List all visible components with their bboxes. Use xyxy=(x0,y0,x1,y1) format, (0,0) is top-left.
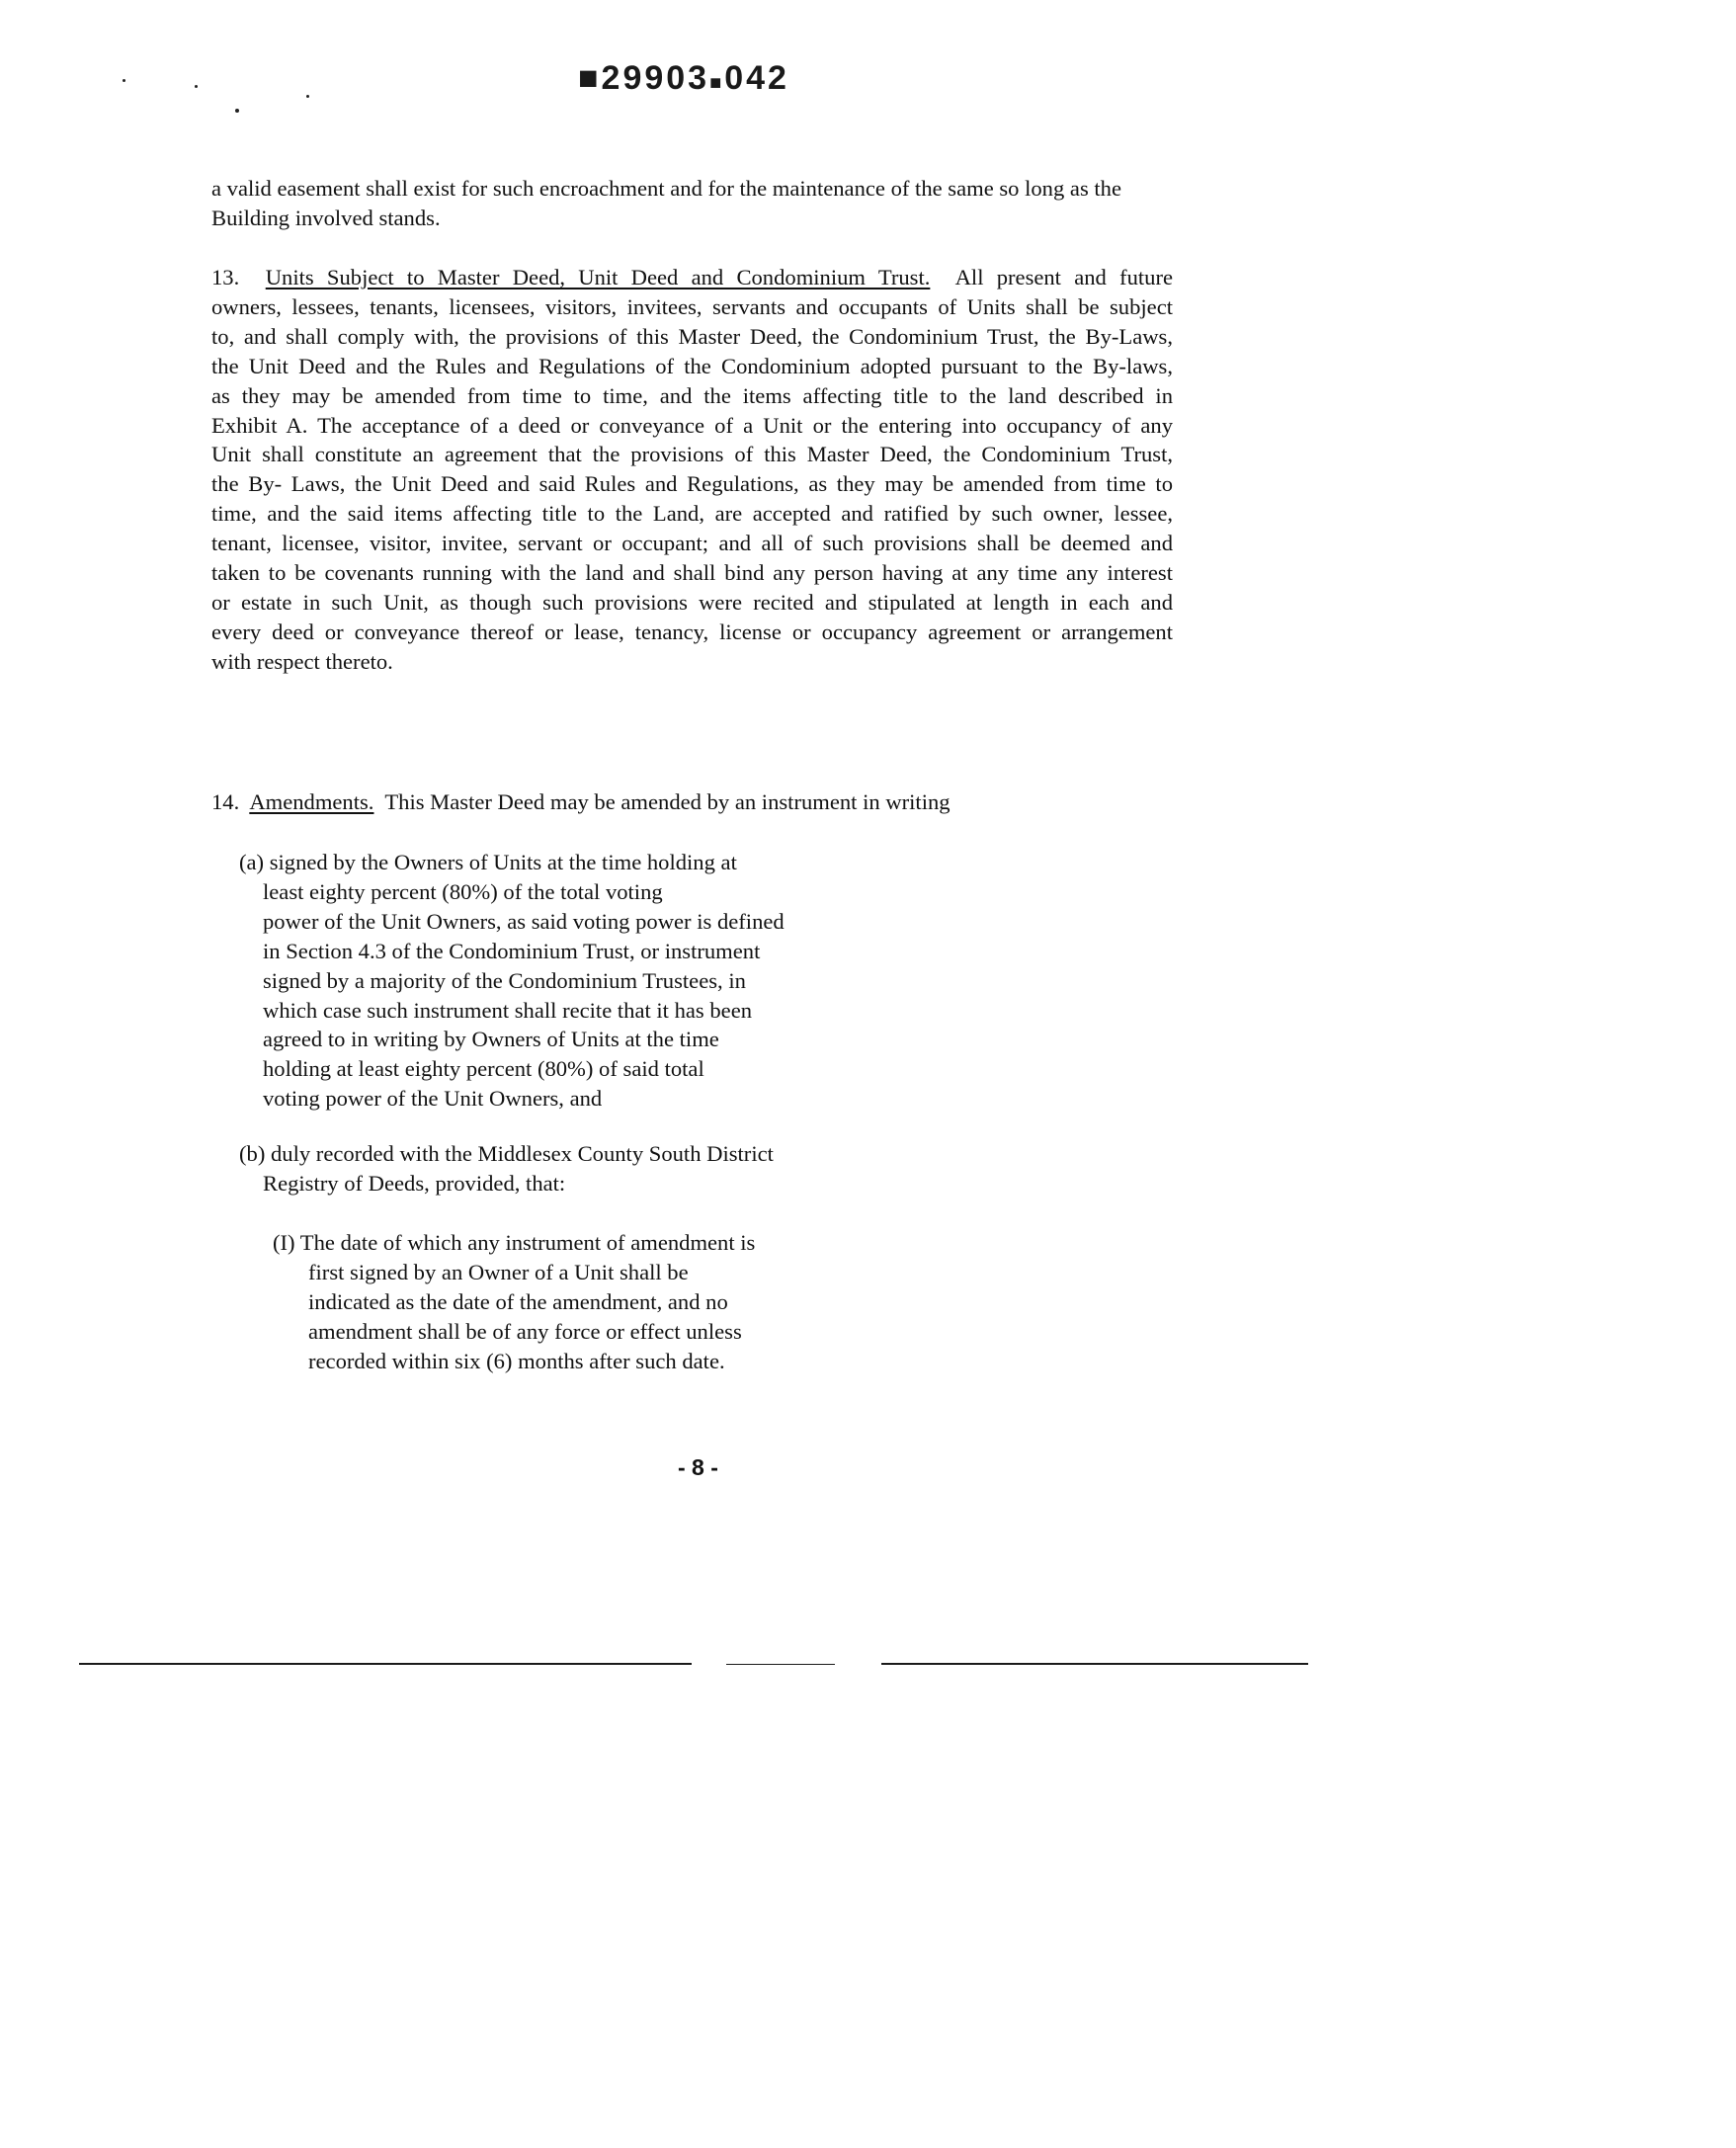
stamp-suffix: 042 xyxy=(724,59,789,97)
section-13-line: Exhibit A. The acceptance of a deed or conveyance of a Unit or the entering into occupancy of any xyxy=(211,412,1173,438)
bottom-rule-left xyxy=(79,1663,692,1665)
clause-a-line: holding at least eighty percent (80%) of said total xyxy=(263,1056,704,1082)
section-13-line: time, and the said items affecting title to the Land, are accepted and ratified by such owner, lessee, xyxy=(211,501,1173,527)
clause-i-line: (I) The date of which any instrument of amendment is xyxy=(273,1230,756,1255)
section-13-line: the By- Laws, the Unit Deed and said Rules and Regulations, as they may be amended from time to xyxy=(211,471,1173,497)
clause-a-line: signed by a majority of the Condominium Trustees, in xyxy=(263,967,746,993)
scan-speck xyxy=(235,109,239,113)
section-13-line: or estate in such Unit, as though such provisions were recited and stipulated at length in each and xyxy=(211,589,1173,615)
scan-speck xyxy=(123,79,125,82)
clause-a-line: in Section 4.3 of the Condominium Trust, or instrument xyxy=(263,938,761,963)
stamp-prefix-mark: ■ xyxy=(578,59,602,97)
section-13-line: owners, lessees, tenants, licensees, visitors, invitees, servants and occupants of Units shall be subject xyxy=(211,293,1173,319)
clause-a-line: voting power of the Unit Owners, and xyxy=(263,1086,603,1112)
clause-b xyxy=(239,1139,871,1198)
section-13-line: Unit shall constitute an agreement that the provisions of this Master Deed, the Condominium Trust, xyxy=(211,442,1173,467)
clause-a-line: (a) signed by the Owners of Units at the time holding at xyxy=(239,850,737,874)
section-13 xyxy=(211,263,1173,677)
clause-a-line: agreed to in writing by Owners of Units at the time xyxy=(263,1027,719,1052)
clause-a-line: least eighty percent (80%) of the total voting xyxy=(263,878,663,904)
section-13-first-line xyxy=(211,263,1173,292)
document-stamp-number xyxy=(578,59,789,98)
continuation-paragraph: a valid easement shall exist for such encroachment and for the maintenance of the same so long as the Building involved stands. xyxy=(211,176,1121,230)
clause-b-line: (b) duly recorded with the Middlesex County South District xyxy=(239,1141,774,1166)
clause-i-line: first signed by an Owner of a Unit shall be xyxy=(308,1259,689,1284)
stamp-number: 29903 xyxy=(601,59,710,97)
section-13-line: taken to be covenants running with the land and shall bind any person having at any time any interest xyxy=(211,560,1173,586)
section-13-line: the Unit Deed and the Rules and Regulations of the Condominium adopted pursuant to the By-laws, xyxy=(211,353,1173,378)
section-13-line: with respect thereto. xyxy=(211,648,393,674)
scan-speck xyxy=(195,85,198,88)
clause-i-line: amendment shall be of any force or effect unless xyxy=(308,1318,742,1344)
section-13-line: as they may be amended from time to time, and the items affecting title to the land described in xyxy=(211,382,1173,408)
clause-a xyxy=(239,848,871,1114)
section-13-line: every deed or conveyance thereof or lease, tenancy, license or occupancy agreement or arrangement xyxy=(211,619,1173,644)
section-14-number: 14. xyxy=(211,789,240,814)
section-13-line: All present and future xyxy=(954,265,1173,289)
bottom-rule-right xyxy=(881,1663,1308,1665)
bottom-rule-middle xyxy=(726,1664,835,1665)
section-14-heading: Amendments. xyxy=(249,789,374,814)
clause-a-line: which case such instrument shall recite that it has been xyxy=(263,997,753,1023)
scan-speck xyxy=(306,95,309,98)
stamp-mid-mark: ■ xyxy=(709,72,725,94)
section-14-intro-text: This Master Deed may be amended by an instrument in writing xyxy=(384,789,951,814)
page-number: - 8 - xyxy=(678,1454,718,1480)
clause-b-line: Registry of Deeds, provided, that: xyxy=(263,1170,566,1196)
clause-i xyxy=(273,1228,866,1376)
section-13-line: to, and shall comply with, the provisions of this Master Deed, the Condominium Trust, the By-Laws, xyxy=(211,323,1173,349)
section-13-heading: Units Subject to Master Deed, Unit Deed and Condominium Trust. xyxy=(265,265,931,289)
clause-a-line: power of the Unit Owners, as said voting power is defined xyxy=(263,908,785,934)
section-13-number: 13. xyxy=(211,265,240,289)
clause-i-line: recorded within six (6) months after such date. xyxy=(308,1348,725,1373)
section-14-intro xyxy=(211,787,1101,817)
section-13-line: tenant, licensee, visitor, invitee, servant or occupant; and all of such provisions shall be deemed and xyxy=(211,531,1173,556)
clause-i-line: indicated as the date of the amendment, and no xyxy=(308,1288,728,1314)
